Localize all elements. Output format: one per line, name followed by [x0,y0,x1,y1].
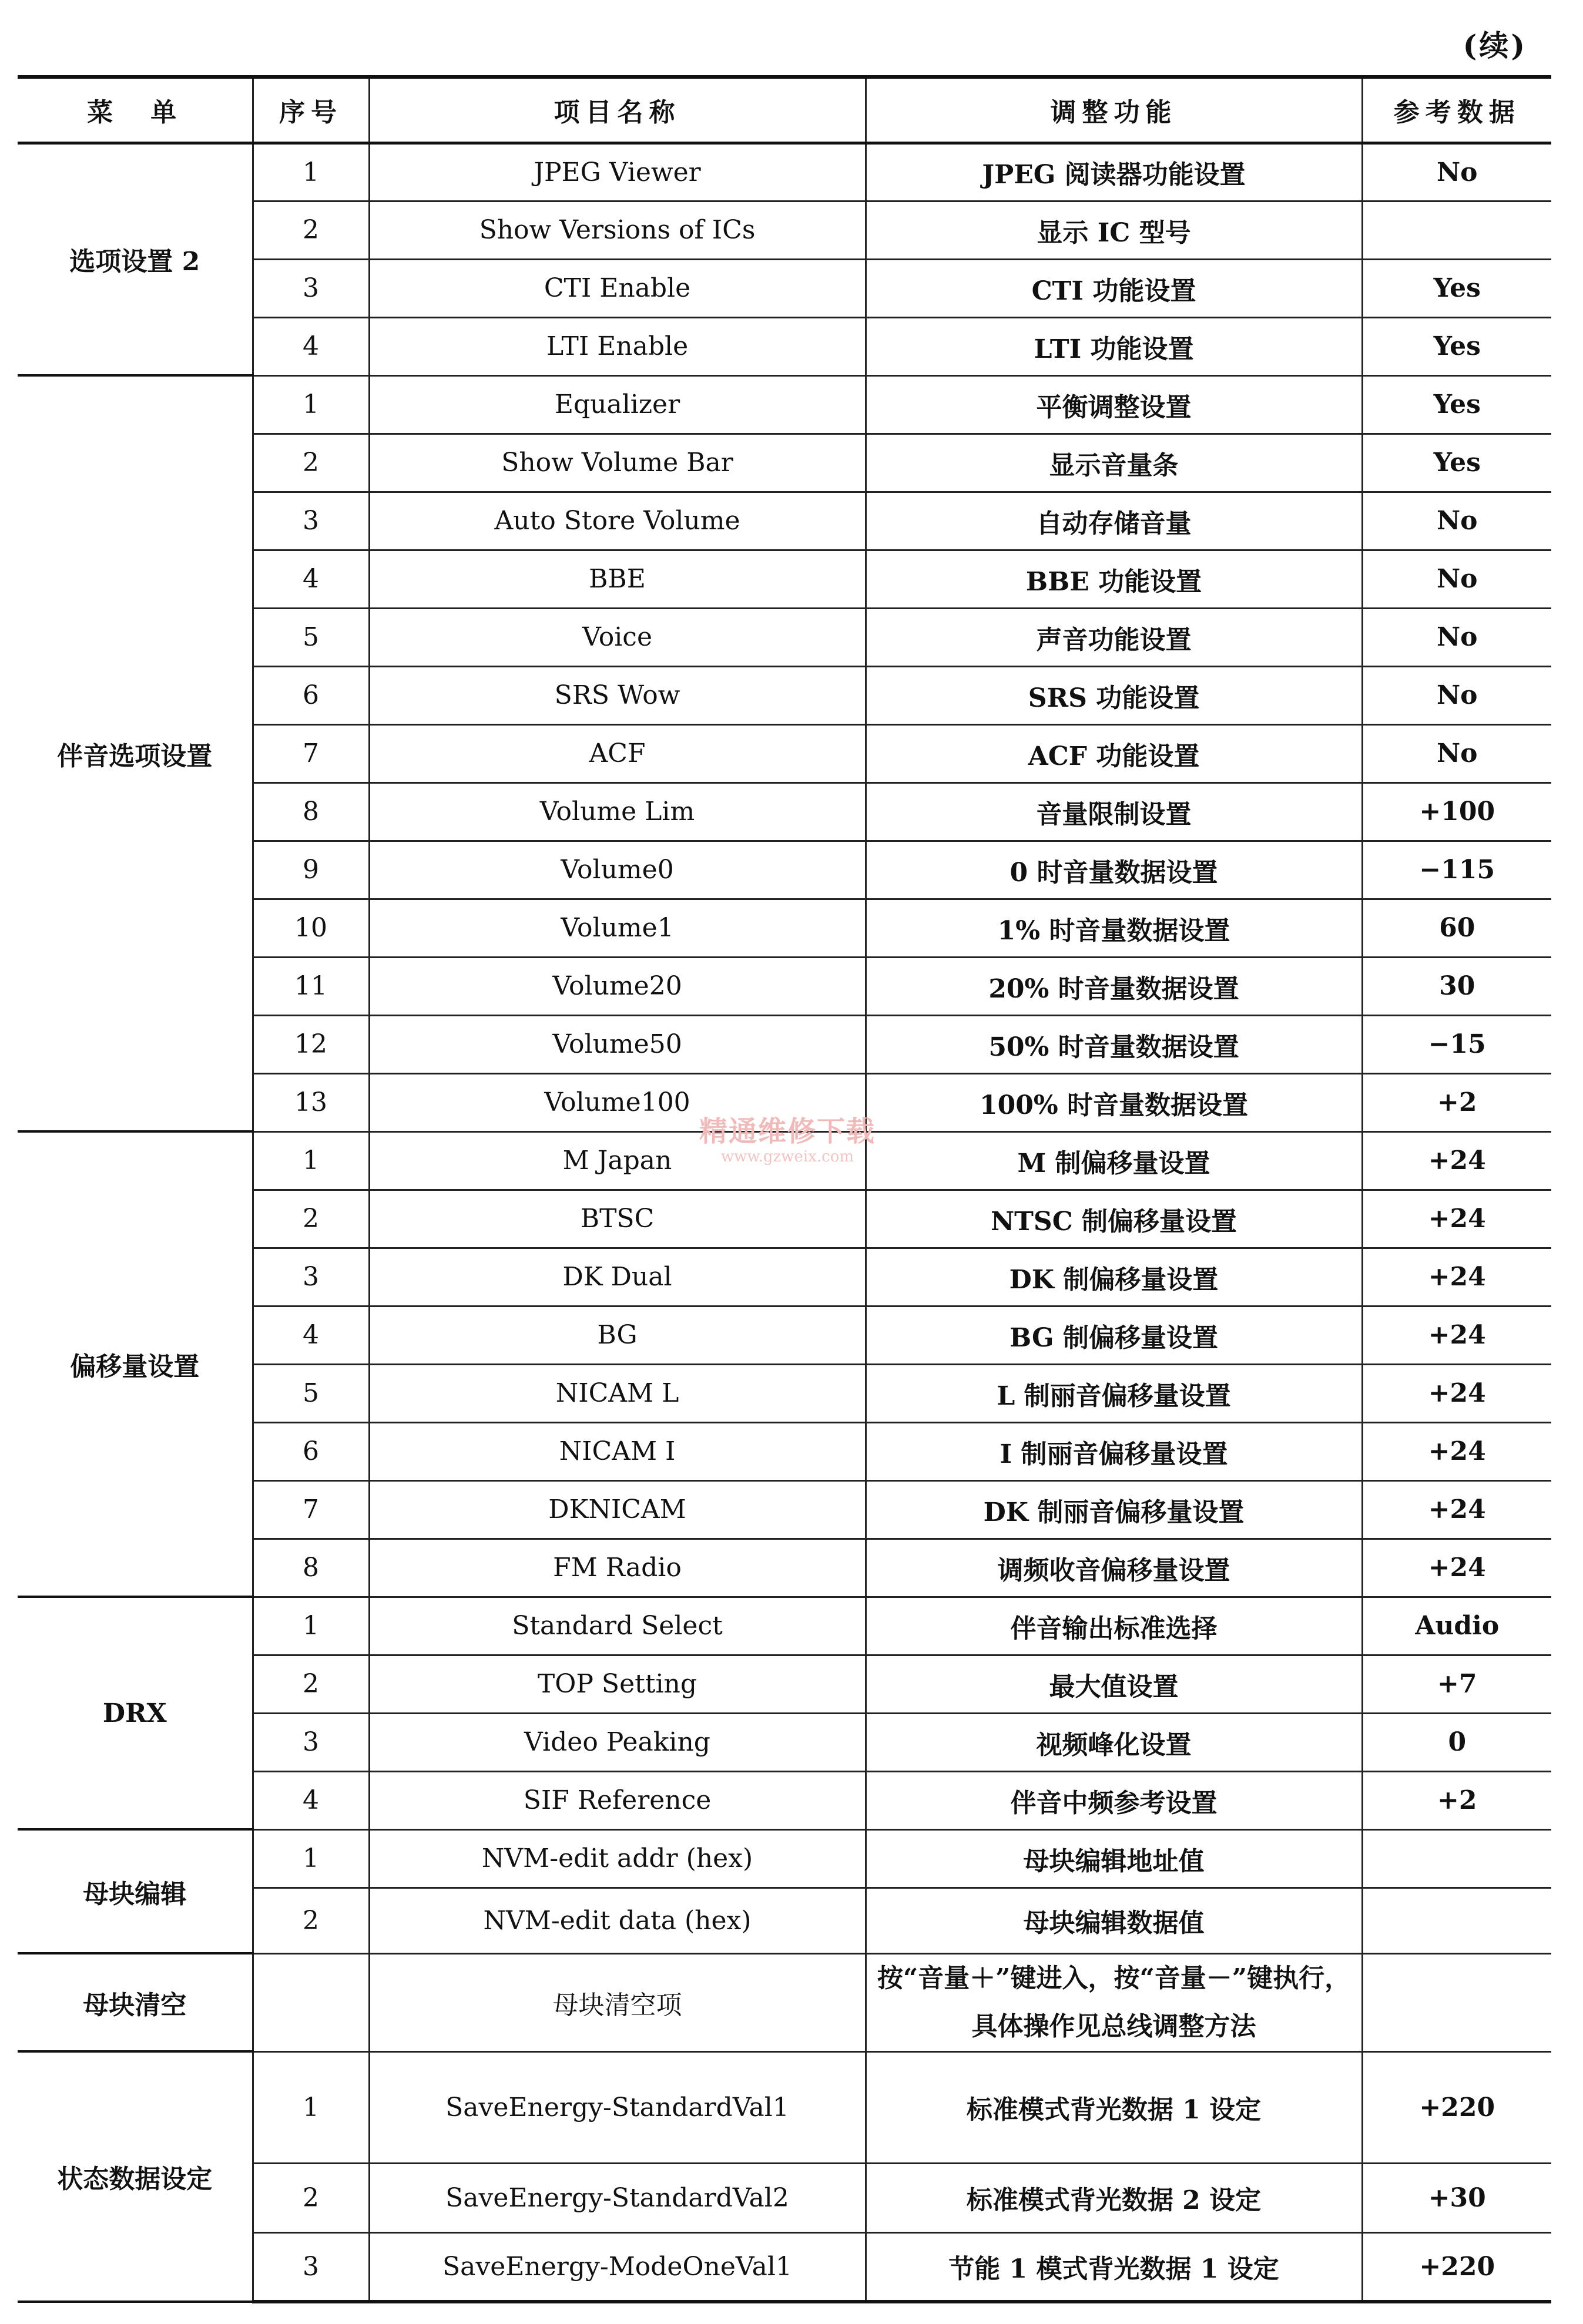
index-cell: 13 [253,1073,369,1131]
item-name-cell: Standard Select [369,1597,866,1655]
header-function: 调整功能 [866,77,1362,143]
table-row [18,1131,1551,1190]
table-row [18,2051,1551,2163]
index-cell: 3 [253,259,369,317]
reference-value-cell: +24 [1362,1364,1551,1422]
item-name-cell: Show Versions of ICs [369,201,866,259]
index-cell: 4 [253,317,369,375]
function-cell: 母块编辑数据值 [866,1888,1362,1953]
item-name-cell: Volume100 [369,1073,866,1131]
item-name-cell: Voice [369,608,866,666]
index-cell: 2 [253,2163,369,2232]
function-cell: 显示音量条 [866,434,1362,492]
index-cell: 6 [253,666,369,724]
reference-value-cell: No [1362,608,1551,666]
reference-value-cell: Yes [1362,259,1551,317]
reference-value-cell: +24 [1362,1306,1551,1364]
function-cell: 100% 时音量数据设置 [866,1073,1362,1131]
item-name-cell: Show Volume Bar [369,434,866,492]
function-cell: 标准模式背光数据 1 设定 [866,2051,1362,2163]
reference-value-cell [1362,201,1551,259]
reference-value-cell: No [1362,666,1551,724]
reference-value-cell: Yes [1362,317,1551,375]
function-cell: 按“音量＋”键进入，按“音量－”键执行，具体操作见总线调整方法 [866,1953,1362,2051]
reference-value-cell: +24 [1362,1131,1551,1190]
index-cell: 12 [253,1015,369,1073]
item-name-cell: NICAM I [369,1422,866,1480]
item-name-cell: NVM-edit addr (hex) [369,1829,866,1888]
menu-cell: 偏移量设置 [18,1131,253,1597]
function-cell: 音量限制设置 [866,782,1362,841]
function-cell: 0 时音量数据设置 [866,841,1362,899]
item-name-cell: SaveEnergy-StandardVal2 [369,2163,866,2232]
header-menu: 菜 单 [18,77,253,143]
function-cell: SRS 功能设置 [866,666,1362,724]
index-cell: 10 [253,899,369,957]
item-name-cell: DKNICAM [369,1480,866,1539]
function-cell: NTSC 制偏移量设置 [866,1190,1362,1248]
item-name-cell: Volume Lim [369,782,866,841]
reference-value-cell: −15 [1362,1015,1551,1073]
item-name-cell: Volume20 [369,957,866,1015]
settings-table [18,75,1551,2303]
watermark-line1: 精通维修下载 [699,1115,876,1148]
reference-value-cell: +30 [1362,2163,1551,2232]
item-name-cell: DK Dual [369,1248,866,1306]
function-cell: 最大值设置 [866,1655,1362,1713]
table-row [18,143,1551,201]
reference-value-cell: +24 [1362,1480,1551,1539]
item-name-cell: Volume0 [369,841,866,899]
index-cell: 1 [253,1131,369,1190]
reference-value-cell: 0 [1362,1713,1551,1771]
function-cell: DK 制偏移量设置 [866,1248,1362,1306]
reference-value-cell: +24 [1362,1422,1551,1480]
function-cell: 自动存储音量 [866,492,1362,550]
menu-cell: DRX [18,1597,253,1829]
header-item-name: 项目名称 [369,77,866,143]
menu-cell: 伴音选项设置 [18,375,253,1131]
function-cell: 调频收音偏移量设置 [866,1539,1362,1597]
table-row [18,1953,1551,2051]
index-cell: 2 [253,1655,369,1713]
item-name-cell: 母块清空项 [369,1953,866,2051]
index-cell: 3 [253,1713,369,1771]
function-cell: BG 制偏移量设置 [866,1306,1362,1364]
reference-value-cell: +24 [1362,1190,1551,1248]
index-cell: 1 [253,1597,369,1655]
item-name-cell: JPEG Viewer [369,143,866,201]
function-cell: 20% 时音量数据设置 [866,957,1362,1015]
index-cell: 8 [253,782,369,841]
table-header-row [18,77,1551,143]
index-cell: 4 [253,1771,369,1829]
reference-value-cell: +220 [1362,2051,1551,2163]
item-name-cell: LTI Enable [369,317,866,375]
reference-value-cell: No [1362,550,1551,608]
table-body [18,143,1551,2302]
reference-value-cell: Yes [1362,375,1551,434]
reference-value-cell: 30 [1362,957,1551,1015]
reference-value-cell: No [1362,492,1551,550]
reference-value-cell: 60 [1362,899,1551,957]
item-name-cell: SaveEnergy-StandardVal1 [369,2051,866,2163]
item-name-cell: Equalizer [369,375,866,434]
index-cell: 3 [253,492,369,550]
index-cell: 8 [253,1539,369,1597]
item-name-cell: Video Peaking [369,1713,866,1771]
menu-cell: 母块编辑 [18,1829,253,1953]
reference-value-cell: Audio [1362,1597,1551,1655]
reference-value-cell [1362,1953,1551,2051]
function-cell: LTI 功能设置 [866,317,1362,375]
function-cell: 节能 1 模式背光数据 1 设定 [866,2232,1362,2302]
function-cell: BBE 功能设置 [866,550,1362,608]
function-cell: 视频峰化设置 [866,1713,1362,1771]
index-cell: 1 [253,1829,369,1888]
table-row [18,1597,1551,1655]
item-name-cell: SaveEnergy-ModeOneVal1 [369,2232,866,2302]
menu-cell: 状态数据设定 [18,2051,253,2302]
reference-value-cell: +7 [1362,1655,1551,1713]
item-name-cell: Volume1 [369,899,866,957]
function-cell: 显示 IC 型号 [866,201,1362,259]
index-cell: 1 [253,143,369,201]
reference-value-cell: +24 [1362,1539,1551,1597]
index-cell [253,1953,369,2051]
index-cell: 11 [253,957,369,1015]
reference-value-cell [1362,1888,1551,1953]
index-cell: 1 [253,2051,369,2163]
reference-value-cell: No [1362,143,1551,201]
watermark-line2: www.gzweix.com [720,1148,854,1166]
function-cell: 母块编辑地址值 [866,1829,1362,1888]
table-row [18,1829,1551,1888]
item-name-cell: M Japan [369,1131,866,1190]
menu-cell: 母块清空 [18,1953,253,2051]
function-cell: L 制丽音偏移量设置 [866,1364,1362,1422]
item-name-cell: NVM-edit data (hex) [369,1888,866,1953]
header-reference-data: 参考数据 [1362,77,1551,143]
index-cell: 9 [253,841,369,899]
item-name-cell: BBE [369,550,866,608]
function-cell: 伴音输出标准选择 [866,1597,1362,1655]
item-name-cell: BTSC [369,1190,866,1248]
item-name-cell: SIF Reference [369,1771,866,1829]
reference-value-cell: +100 [1362,782,1551,841]
item-name-cell: FM Radio [369,1539,866,1597]
reference-value-cell [1362,1829,1551,1888]
item-name-cell: NICAM L [369,1364,866,1422]
item-name-cell: Volume50 [369,1015,866,1073]
item-name-cell: CTI Enable [369,259,866,317]
reference-value-cell: Yes [1362,434,1551,492]
function-cell: JPEG 阅读器功能设置 [866,143,1362,201]
function-cell: I 制丽音偏移量设置 [866,1422,1362,1480]
item-name-cell: BG [369,1306,866,1364]
index-cell: 2 [253,1888,369,1953]
index-cell: 1 [253,375,369,434]
function-cell: 伴音中频参考设置 [866,1771,1362,1829]
reference-value-cell: +2 [1362,1073,1551,1131]
table-row [18,375,1551,434]
index-cell: 5 [253,1364,369,1422]
index-cell: 3 [253,2232,369,2302]
index-cell: 7 [253,1480,369,1539]
index-cell: 7 [253,724,369,782]
item-name-cell: Auto Store Volume [369,492,866,550]
header-index: 序号 [253,77,369,143]
index-cell: 2 [253,201,369,259]
reference-value-cell: +220 [1362,2232,1551,2302]
reference-value-cell: −115 [1362,841,1551,899]
index-cell: 2 [253,1190,369,1248]
function-cell: CTI 功能设置 [866,259,1362,317]
index-cell: 5 [253,608,369,666]
function-cell: DK 制丽音偏移量设置 [866,1480,1362,1539]
reference-value-cell: +2 [1362,1771,1551,1829]
index-cell: 3 [253,1248,369,1306]
item-name-cell: TOP Setting [369,1655,866,1713]
function-cell: 声音功能设置 [866,608,1362,666]
item-name-cell: SRS Wow [369,666,866,724]
function-cell: M 制偏移量设置 [866,1131,1362,1190]
continued-label: (续) [1463,28,1527,63]
index-cell: 4 [253,550,369,608]
function-cell: 平衡调整设置 [866,375,1362,434]
reference-value-cell: No [1362,724,1551,782]
reference-value-cell: +24 [1362,1248,1551,1306]
item-name-cell: ACF [369,724,866,782]
function-cell: 1% 时音量数据设置 [866,899,1362,957]
index-cell: 4 [253,1306,369,1364]
menu-cell: 选项设置 2 [18,143,253,375]
function-cell: 50% 时音量数据设置 [866,1015,1362,1073]
index-cell: 2 [253,434,369,492]
function-cell: ACF 功能设置 [866,724,1362,782]
function-cell: 标准模式背光数据 2 设定 [866,2163,1362,2232]
index-cell: 6 [253,1422,369,1480]
